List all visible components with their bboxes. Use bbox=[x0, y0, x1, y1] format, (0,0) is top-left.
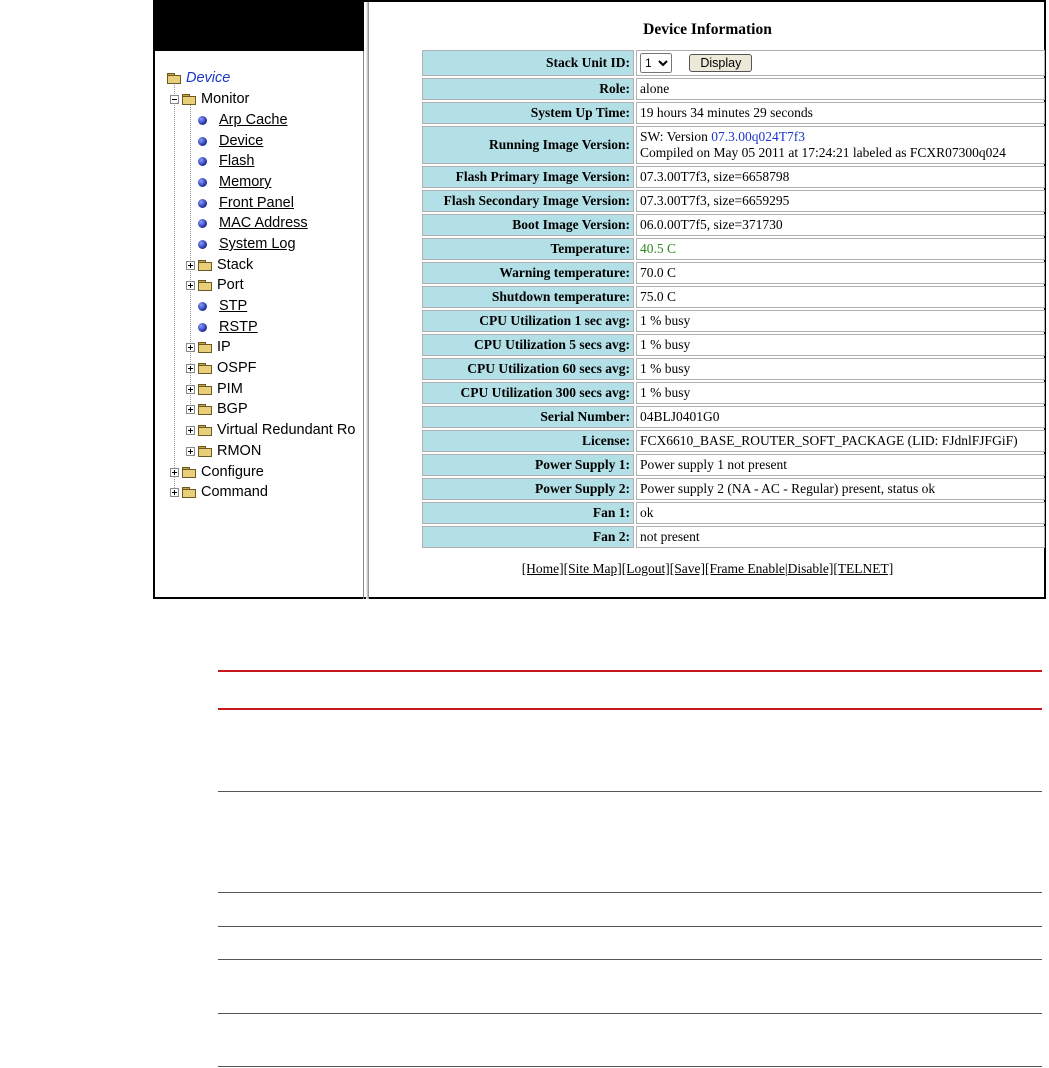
table-row bbox=[422, 358, 1045, 380]
folder-icon bbox=[198, 404, 212, 414]
table-row bbox=[422, 526, 1045, 548]
row-value: FCX6610_BASE_ROUTER_SOFT_PACKAGE (LID: FJdnlFJFGiF) bbox=[636, 430, 1045, 452]
folder-icon bbox=[198, 342, 212, 352]
tree-root-device[interactable] bbox=[167, 68, 230, 88]
folder-open-icon bbox=[167, 73, 181, 83]
table-row bbox=[422, 406, 1045, 428]
page-bullet-icon bbox=[198, 323, 207, 332]
row-value: 06.0.00T7f5, size=371730 bbox=[636, 214, 1045, 236]
screenshot-frame bbox=[153, 0, 1046, 599]
folder-icon bbox=[182, 487, 196, 497]
temperature-value: 40.5 C bbox=[636, 238, 1045, 260]
table-row bbox=[422, 478, 1045, 500]
tree-item-rmon[interactable]: RMON bbox=[186, 441, 261, 461]
version-prefix: SW: Version bbox=[640, 129, 712, 144]
table-row bbox=[422, 286, 1045, 308]
row-label: Boot Image Version: bbox=[422, 214, 634, 236]
tree-item-front-panel[interactable]: Front Panel bbox=[198, 193, 294, 213]
row-value bbox=[636, 50, 1045, 76]
row-value: 07.3.00T7f3, size=6659295 bbox=[636, 190, 1045, 212]
row-value: alone bbox=[636, 78, 1045, 100]
tree-item-bgp[interactable]: BGP bbox=[186, 399, 248, 419]
row-value: 1 % busy bbox=[636, 334, 1045, 356]
tree-item-stack[interactable]: Stack bbox=[186, 255, 253, 275]
collapse-icon[interactable] bbox=[170, 95, 179, 104]
row-divider bbox=[218, 892, 1042, 893]
tree-item-vrrp[interactable]: Virtual Redundant Ro bbox=[186, 420, 355, 440]
row-label: Fan 2: bbox=[422, 526, 634, 548]
disable-link[interactable]: Disable] bbox=[787, 561, 834, 576]
row-label: License: bbox=[422, 430, 634, 452]
folder-icon bbox=[198, 260, 212, 270]
expand-icon[interactable] bbox=[186, 343, 195, 352]
row-label: Warning temperature: bbox=[422, 262, 634, 284]
table-row bbox=[422, 166, 1045, 188]
row-divider bbox=[218, 959, 1042, 960]
row-label: CPU Utilization 1 sec avg: bbox=[422, 310, 634, 332]
navigation-tree bbox=[155, 51, 364, 599]
expand-icon[interactable] bbox=[170, 468, 179, 477]
row-label: Role: bbox=[422, 78, 634, 100]
page-bullet-icon bbox=[198, 219, 207, 228]
row-label: CPU Utilization 60 secs avg: bbox=[422, 358, 634, 380]
row-value: not present bbox=[636, 526, 1045, 548]
row-divider bbox=[218, 926, 1042, 927]
page-bullet-icon bbox=[198, 116, 207, 125]
row-value: 75.0 C bbox=[636, 286, 1045, 308]
home-link[interactable]: [Home] bbox=[521, 561, 564, 576]
frame-enable-link[interactable]: [Frame Enable bbox=[705, 561, 785, 576]
table-top-rule bbox=[218, 670, 1042, 672]
tree-item-system-log[interactable]: System Log bbox=[198, 234, 296, 254]
folder-icon bbox=[182, 467, 196, 477]
table-row bbox=[422, 454, 1045, 476]
tree-item-memory[interactable]: Memory bbox=[198, 172, 271, 192]
expand-icon[interactable] bbox=[170, 488, 179, 497]
row-value: 04BLJ0401G0 bbox=[636, 406, 1045, 428]
tree-item-device[interactable]: Device bbox=[198, 131, 263, 151]
nav-header-bar bbox=[155, 2, 364, 51]
tree-item-ip[interactable]: IP bbox=[186, 337, 231, 357]
folder-icon bbox=[198, 280, 212, 290]
row-label: System Up Time: bbox=[422, 102, 634, 124]
tree-item-ospf[interactable]: OSPF bbox=[186, 358, 256, 378]
table-row bbox=[422, 190, 1045, 212]
table-row bbox=[422, 78, 1045, 100]
row-value: 19 hours 34 minutes 29 seconds bbox=[636, 102, 1045, 124]
logout-link[interactable]: [Logout] bbox=[621, 561, 670, 576]
table-row bbox=[422, 126, 1045, 164]
row-divider bbox=[218, 791, 1042, 792]
frame-divider[interactable] bbox=[366, 2, 369, 599]
page-bullet-icon bbox=[198, 302, 207, 311]
row-label: Fan 1: bbox=[422, 502, 634, 524]
row-label: Shutdown temperature: bbox=[422, 286, 634, 308]
stack-unit-select[interactable] bbox=[640, 53, 672, 73]
tree-item-pim[interactable]: PIM bbox=[186, 379, 243, 399]
folder-open-icon bbox=[182, 94, 196, 104]
table-row bbox=[422, 102, 1045, 124]
page-bullet-icon bbox=[198, 137, 207, 146]
page-title: Device Information bbox=[643, 21, 772, 38]
row-value: 07.3.00T7f3, size=6658798 bbox=[636, 166, 1045, 188]
table-header-rule bbox=[218, 708, 1042, 710]
row-label: Running Image Version: bbox=[422, 126, 634, 164]
row-label: Flash Secondary Image Version: bbox=[422, 190, 634, 212]
link-separator: | bbox=[784, 561, 788, 576]
row-value: Power supply 2 (NA - AC - Regular) present, status ok bbox=[636, 478, 1045, 500]
row-divider bbox=[218, 1013, 1042, 1014]
tree-item-port[interactable]: Port bbox=[186, 275, 244, 295]
row-value: ok bbox=[636, 502, 1045, 524]
expand-icon[interactable] bbox=[186, 426, 195, 435]
row-value: 1 % busy bbox=[636, 382, 1045, 404]
table-row bbox=[422, 238, 1045, 260]
footer-links bbox=[369, 561, 1046, 577]
tree-item-mac-address[interactable]: MAC Address bbox=[198, 213, 308, 233]
tree-item-arp-cache[interactable]: Arp Cache bbox=[198, 110, 288, 130]
tree-item-configure[interactable]: Configure bbox=[170, 462, 264, 482]
expand-icon[interactable] bbox=[186, 447, 195, 456]
save-link[interactable]: [Save] bbox=[669, 561, 706, 576]
expand-icon[interactable] bbox=[186, 261, 195, 270]
folder-icon bbox=[198, 384, 212, 394]
table-row bbox=[422, 430, 1045, 452]
table-row bbox=[422, 50, 1045, 76]
row-label: Serial Number: bbox=[422, 406, 634, 428]
row-value: Power supply 1 not present bbox=[636, 454, 1045, 476]
row-label: Power Supply 1: bbox=[422, 454, 634, 476]
page-bullet-icon bbox=[198, 199, 207, 208]
device-info-table bbox=[420, 48, 1047, 550]
row-value: 1 % busy bbox=[636, 358, 1045, 380]
telnet-link[interactable]: [TELNET] bbox=[833, 561, 894, 576]
row-label: Flash Primary Image Version: bbox=[422, 166, 634, 188]
row-value: 70.0 C bbox=[636, 262, 1045, 284]
page-bullet-icon bbox=[198, 178, 207, 187]
expand-icon[interactable] bbox=[186, 281, 195, 290]
tree-item-monitor[interactable]: Monitor bbox=[170, 89, 249, 109]
row-label: CPU Utilization 5 secs avg: bbox=[422, 334, 634, 356]
table-row bbox=[422, 214, 1045, 236]
tree-item-rstp[interactable]: RSTP bbox=[198, 317, 258, 337]
page-bullet-icon bbox=[198, 157, 207, 166]
table-row bbox=[422, 334, 1045, 356]
version-link[interactable]: 07.3.00q024T7f3 bbox=[711, 129, 806, 144]
row-label: Stack Unit ID: bbox=[422, 50, 634, 76]
compile-info: Compiled on May 05 2011 at 17:24:21 labeled as FCXR07300q024 bbox=[640, 145, 1006, 160]
folder-icon bbox=[198, 446, 212, 456]
table-row bbox=[422, 310, 1045, 332]
row-value: 1 % busy bbox=[636, 310, 1045, 332]
row-label: CPU Utilization 300 secs avg: bbox=[422, 382, 634, 404]
row-label: Power Supply 2: bbox=[422, 478, 634, 500]
tree-item-command[interactable]: Command bbox=[170, 482, 268, 502]
folder-icon bbox=[198, 363, 212, 373]
table-row bbox=[422, 262, 1045, 284]
row-value bbox=[636, 126, 1045, 164]
tree-item-flash[interactable]: Flash bbox=[198, 151, 254, 171]
site-map-link[interactable]: [Site Map] bbox=[563, 561, 622, 576]
page-bullet-icon bbox=[198, 240, 207, 249]
expand-icon[interactable] bbox=[186, 405, 195, 414]
row-divider bbox=[218, 1066, 1042, 1067]
expand-icon[interactable] bbox=[186, 385, 195, 394]
table-row bbox=[422, 382, 1045, 404]
tree-item-stp[interactable]: STP bbox=[198, 296, 247, 316]
table-row bbox=[422, 502, 1045, 524]
row-label: Temperature: bbox=[422, 238, 634, 260]
display-button[interactable]: Display bbox=[689, 54, 752, 72]
tree-root-label: Device bbox=[186, 70, 231, 86]
folder-icon bbox=[198, 425, 212, 435]
expand-icon[interactable] bbox=[186, 364, 195, 373]
